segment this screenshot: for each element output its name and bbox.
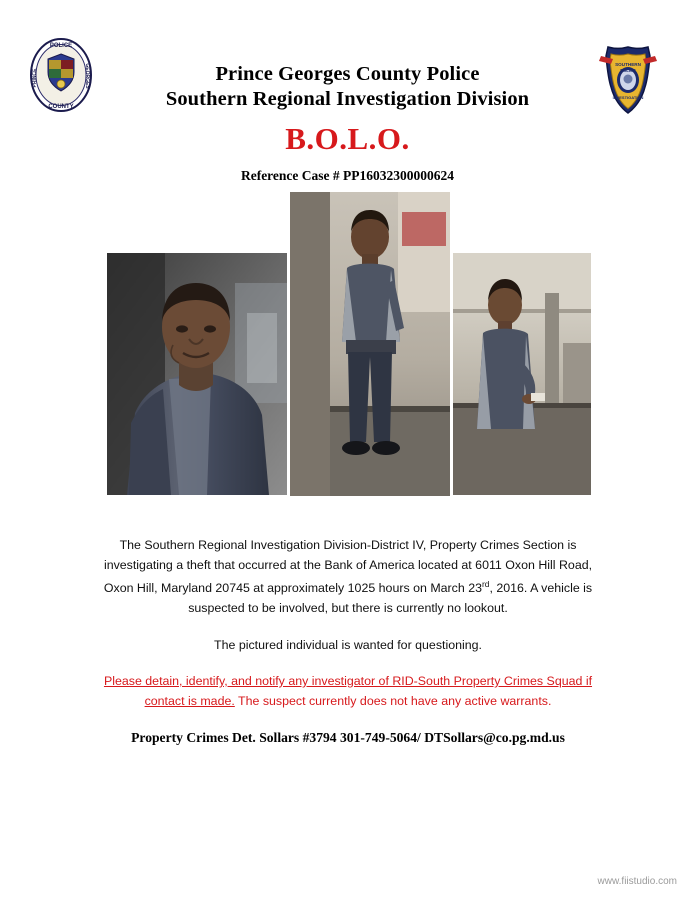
svg-text:POLICE: POLICE (49, 43, 73, 49)
detain-instruction: Please detain, identify, and notify any investigator of RID-South Property Crimes Squad if contact is made. (103, 674, 593, 708)
narrative-p1-ordinal: rd (481, 579, 490, 590)
narrative-paragraph-3 (88, 672, 608, 711)
title-block (0, 62, 695, 184)
suspect-photo-strip (0, 192, 695, 512)
narrative-paragraph-2: The pictured individual is wanted for questioning. (214, 637, 482, 652)
detective-contact-line: Property Crimes Det. Sollars #3794 301-749-5064/ DTSollars@co.pg.md.us (131, 730, 565, 746)
svg-text:POLICE: POLICE (620, 68, 636, 73)
svg-text:INVESTIGATION: INVESTIGATION (612, 95, 644, 100)
svg-text:COUNTY: COUNTY (48, 104, 74, 110)
suspect-photo-counter (453, 253, 591, 495)
narrative-p1-cont: , 2016. A vehicle is suspected to be involved, but there is currently no lookout. (188, 581, 593, 616)
suspect-photo-closeup (107, 253, 287, 495)
case-reference: Reference Case # PP16032300000624 (240, 168, 455, 183)
suspect-photo-full-body (290, 192, 450, 496)
flyer-body (88, 524, 608, 760)
svg-text:GEORGES: GEORGES (84, 63, 90, 89)
watermark-text: www.fiistudio.com (597, 876, 677, 887)
narrative-paragraph-1 (88, 536, 608, 618)
bolo-heading: B.O.L.O. (285, 121, 410, 156)
agency-title-line-2: Southern Regional Investigation Division (165, 88, 530, 110)
flyer-header (0, 0, 695, 190)
svg-text:SOUTHERN: SOUTHERN (615, 62, 641, 67)
narrative-p1-text: The Southern Regional Investigation Division-District IV, Property Crimes Section is investigating a theft that occurred at the Bank of America located at 6011 Oxon Hill Road, Oxon Hill, Maryland 20745 at approximately 1025 hours on March 23 (103, 538, 593, 596)
agency-title-line-1: Prince Georges County Police (215, 63, 480, 85)
svg-text:PRINCE: PRINCE (32, 68, 38, 88)
warrants-note: The suspect currently does not have any active warrants. (234, 693, 552, 708)
